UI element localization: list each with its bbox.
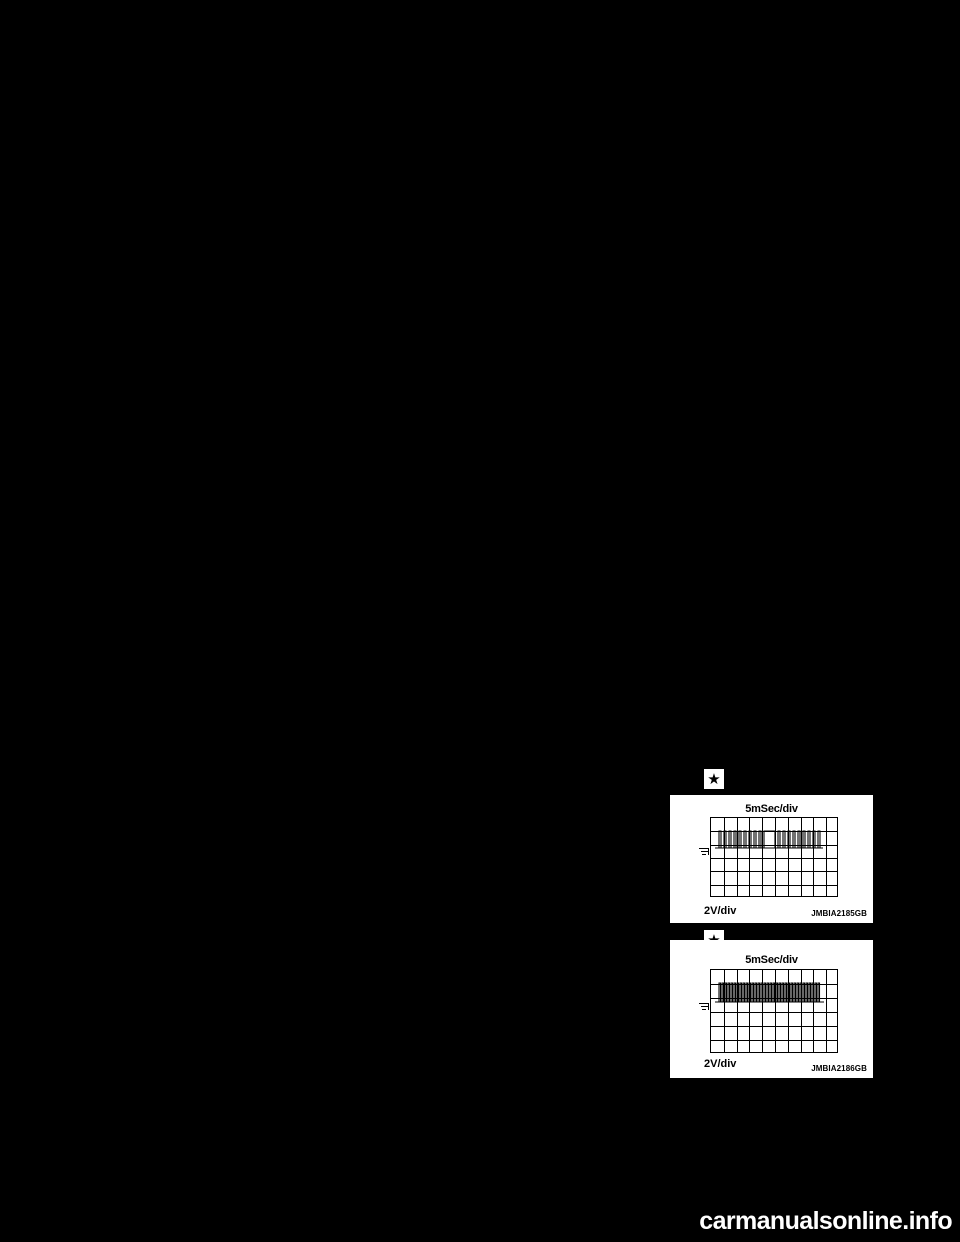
figure-oscilloscope-2: [670, 940, 873, 1078]
figure-1-star-marker: [704, 769, 724, 789]
figure-1-y-unit: 2V/div: [704, 905, 737, 917]
figure-oscilloscope-1: [670, 795, 873, 923]
star-glyph: ★: [707, 770, 721, 788]
figure-1-waveform: [711, 818, 837, 896]
ground-symbol-icon: [699, 1002, 709, 1012]
figure-1-code: JMBIA2185GB: [811, 909, 867, 918]
figure-2-graph: [710, 969, 838, 1053]
figure-1-graph: [710, 817, 838, 897]
figure-2-y-unit: 2V/div: [704, 1058, 737, 1070]
ground-symbol-icon: [699, 847, 709, 857]
figure-2-waveform: [711, 970, 837, 1052]
figure-1-title: 5mSec/div: [745, 803, 798, 815]
figure-2-title: 5mSec/div: [745, 954, 798, 966]
site-watermark: carmanualsonline.info: [699, 1207, 952, 1235]
figure-2-code: JMBIA2186GB: [811, 1064, 867, 1073]
